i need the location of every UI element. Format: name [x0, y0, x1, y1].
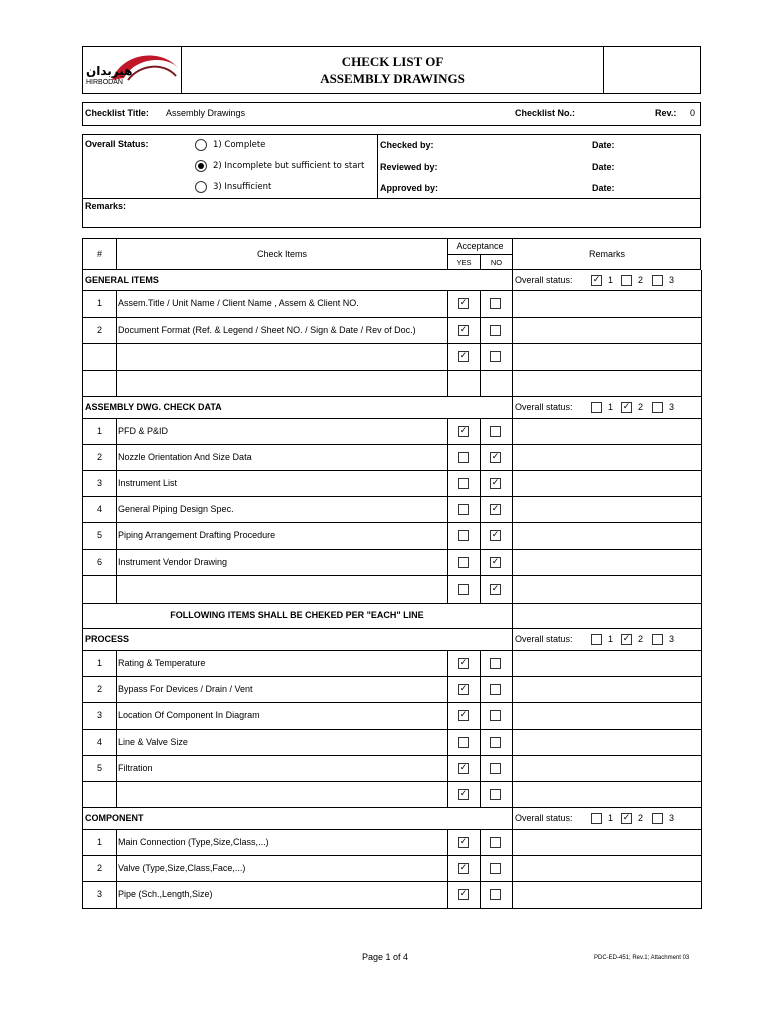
table-rule — [480, 575, 481, 603]
page-title — [182, 53, 603, 87]
table-rule — [512, 396, 513, 418]
section-status-checkbox-1[interactable]: ✓ — [592, 274, 601, 285]
row-no-checkbox[interactable] — [490, 863, 501, 874]
section-status-checkbox-3[interactable] — [652, 634, 663, 645]
row-remarks-cell[interactable] — [513, 445, 700, 469]
section-status-option-label: 3 — [669, 633, 675, 644]
row-yes-checkbox[interactable] — [458, 530, 469, 541]
row-check-item: Document Format (Ref. & Legend / Sheet NO. / Sign & Date / Rev of Doc.) — [118, 324, 416, 335]
row-no-checkbox[interactable] — [490, 426, 501, 437]
section-status-checkbox-1[interactable] — [591, 634, 602, 645]
table-rule — [447, 317, 448, 343]
document-reference: PDC-ED-451; Rev.1; Attachment 03 — [594, 955, 690, 961]
row-yes-checkbox[interactable] — [458, 478, 469, 489]
table-rule — [447, 470, 448, 496]
table-rule — [116, 496, 117, 522]
table-rule — [116, 755, 117, 781]
row-number: 1 — [96, 657, 102, 668]
row-check-item: Instrument Vendor Drawing — [118, 556, 228, 567]
table-rule — [447, 650, 448, 676]
row-yes-checkbox[interactable]: ✓ — [459, 298, 468, 308]
table-rule — [116, 444, 117, 470]
approved-date-label: Date: — [592, 183, 615, 193]
table-rule — [447, 290, 448, 317]
table-rule — [480, 549, 481, 575]
row-remarks-cell[interactable] — [513, 782, 700, 806]
logo-latin-text: HIRBODAN — [86, 79, 123, 86]
row-number: 3 — [96, 889, 102, 899]
row-no-checkbox[interactable] — [490, 737, 501, 748]
checked-by-label: Checked by: — [380, 140, 434, 150]
row-check-item: Line & Valve Size — [118, 736, 188, 747]
row-yes-checkbox[interactable]: ✓ — [459, 788, 468, 799]
row-yes-checkbox[interactable]: ✓ — [459, 324, 468, 335]
row-remarks-cell[interactable] — [513, 576, 700, 602]
row-yes-checkbox[interactable]: ✓ — [459, 836, 468, 847]
row-check-item: Pipe (Sch.,Length,Size) — [118, 889, 213, 899]
row-number: 4 — [96, 503, 102, 514]
table-rule — [480, 290, 481, 317]
overall-status-label: Overall Status: — [85, 139, 149, 149]
row-number: 2 — [96, 683, 102, 694]
table-rule — [447, 444, 448, 470]
table-rule — [447, 496, 448, 522]
table-rule — [480, 676, 481, 702]
checked-date-label: Date: — [592, 140, 615, 150]
section-status-checkbox-2[interactable]: ✓ — [622, 812, 631, 823]
page-number: Page 1 of 4 — [362, 952, 409, 962]
row-check-item: Assem.Title / Unit Name / Client Name , Assem & Client NO. — [118, 298, 359, 308]
table-rule — [480, 343, 481, 370]
section-title-general: GENERAL ITEMS — [85, 274, 159, 285]
table-rule — [447, 781, 448, 807]
table-rule — [116, 781, 117, 807]
row-no-checkbox[interactable]: ✓ — [491, 451, 500, 462]
row-remarks-cell[interactable] — [513, 550, 700, 574]
table-rule — [512, 270, 513, 290]
row-yes-checkbox[interactable] — [458, 557, 469, 568]
section-overall-status-label: Overall status: — [515, 274, 573, 285]
row-yes-checkbox[interactable]: ✓ — [459, 657, 468, 668]
table-rule — [116, 317, 117, 343]
row-remarks-cell[interactable] — [513, 882, 700, 907]
remarks-label: Remarks: — [85, 201, 127, 211]
table-rule — [480, 755, 481, 781]
section-status-option-label: 2 — [638, 274, 644, 285]
row-no-checkbox[interactable]: ✓ — [491, 503, 500, 514]
table-rule — [447, 702, 448, 729]
table-rule — [116, 418, 117, 444]
status-option-complete: 1) Complete — [213, 140, 266, 150]
table-rule — [480, 317, 481, 343]
table-rule — [480, 418, 481, 444]
row-remarks-cell[interactable] — [513, 471, 700, 495]
row-yes-checkbox[interactable]: ✓ — [459, 710, 468, 720]
row-remarks-cell[interactable] — [513, 756, 700, 780]
status-radio-complete[interactable] — [195, 139, 207, 151]
table-rule — [480, 855, 481, 881]
table-rule — [447, 522, 448, 549]
row-remarks-cell[interactable] — [513, 344, 700, 369]
row-no-checkbox[interactable] — [490, 889, 501, 900]
row-remarks-cell[interactable] — [513, 318, 700, 342]
checklist-title-label: Checklist Title: — [85, 108, 149, 118]
title-line-2: ASSEMBLY DRAWINGS — [320, 71, 465, 86]
row-check-item: Instrument List — [118, 477, 178, 488]
row-remarks-cell[interactable] — [513, 730, 700, 754]
row-check-item: Piping Arrangement Drafting Procedure — [118, 530, 276, 540]
status-option-incomplete: 2) Incomplete but sufficient to start — [213, 161, 365, 171]
col-header-no: NO — [490, 258, 503, 267]
table-rule — [116, 676, 117, 702]
row-remarks-cell[interactable] — [513, 523, 700, 548]
table-rule — [701, 270, 702, 908]
table-rule — [116, 855, 117, 881]
section-title-process: PROCESS — [85, 633, 130, 644]
company-logo — [84, 50, 180, 92]
row-check-item: Main Connection (Type,Size,Class,...) — [118, 836, 269, 847]
row-check-item: PFD & P&ID — [118, 425, 169, 436]
rev-label: Rev.: — [655, 108, 677, 118]
table-rule — [447, 549, 448, 575]
table-rule — [447, 343, 448, 370]
col-header-remarks: Remarks — [588, 249, 625, 259]
row-yes-checkbox[interactable] — [458, 737, 469, 748]
row-number: 4 — [96, 736, 102, 747]
table-rule — [512, 603, 513, 628]
row-number: 3 — [96, 477, 102, 488]
row-check-item: Location Of Component In Diagram — [118, 710, 260, 720]
row-remarks-cell[interactable] — [513, 419, 700, 443]
table-rule — [480, 444, 481, 470]
section-status-checkbox-1[interactable] — [591, 402, 602, 413]
row-number: 5 — [96, 762, 102, 773]
table-rule — [480, 650, 481, 676]
row-number: 2 — [96, 451, 102, 462]
table-rule — [82, 628, 702, 629]
row-no-checkbox[interactable] — [490, 298, 501, 309]
section-status-option-label: 1 — [608, 633, 614, 644]
section-status-option-label: 2 — [638, 401, 644, 412]
table-rule — [447, 755, 448, 781]
table-rule — [116, 881, 117, 908]
table-rule — [447, 370, 448, 396]
table-rule — [82, 603, 702, 604]
row-no-checkbox[interactable] — [490, 351, 501, 362]
table-rule — [480, 702, 481, 729]
logo-arabic-text: هيربدان — [86, 64, 133, 78]
table-rule — [512, 370, 513, 396]
table-rule — [82, 270, 83, 908]
row-number: 6 — [96, 556, 102, 567]
table-rule — [116, 343, 117, 370]
row-yes-checkbox[interactable] — [458, 584, 469, 595]
table-rule — [480, 522, 481, 549]
row-check-item: Bypass For Devices / Drain / Vent — [118, 683, 253, 694]
table-rule — [480, 370, 481, 396]
table-rule — [447, 729, 448, 755]
title-line-1: CHECK LIST OF — [341, 54, 444, 69]
table-rule — [447, 418, 448, 444]
row-remarks-cell[interactable] — [513, 291, 700, 316]
table-rule — [116, 729, 117, 755]
table-rule — [512, 628, 513, 650]
row-no-checkbox[interactable] — [490, 684, 501, 695]
table-rule — [82, 908, 702, 909]
section-overall-status-label: Overall status: — [515, 633, 573, 644]
section-status-option-label: 1 — [608, 274, 614, 285]
row-remarks-cell[interactable] — [513, 703, 700, 728]
table-rule — [480, 729, 481, 755]
row-remarks-cell[interactable] — [513, 651, 700, 675]
table-rule — [116, 470, 117, 496]
section-status-option-label: 2 — [638, 633, 644, 644]
row-check-item: Nozzle Orientation And Size Data — [118, 451, 252, 462]
approved-by-label: Approved by: — [380, 183, 439, 193]
table-rule — [82, 370, 702, 371]
col-header-acceptance: Acceptance — [456, 241, 504, 251]
table-rule — [116, 829, 117, 855]
row-yes-checkbox[interactable]: ✓ — [459, 351, 468, 361]
row-no-checkbox[interactable] — [490, 658, 501, 669]
table-rule — [116, 650, 117, 676]
row-yes-checkbox[interactable]: ✓ — [459, 683, 468, 694]
section-status-checkbox-1[interactable] — [591, 813, 602, 824]
row-no-checkbox[interactable] — [490, 325, 501, 336]
row-check-item: General Piping Design Spec. — [118, 503, 234, 514]
section-status-checkbox-3[interactable] — [652, 275, 663, 286]
row-remarks-cell[interactable] — [513, 830, 700, 854]
table-rule — [480, 470, 481, 496]
status-radio-insufficient[interactable] — [195, 181, 207, 193]
row-no-checkbox[interactable] — [490, 763, 501, 774]
col-header-num: # — [96, 249, 102, 259]
section-status-option-label: 1 — [608, 812, 614, 823]
reviewed-by-label: Reviewed by: — [380, 162, 438, 172]
section-status-option-label: 3 — [669, 401, 675, 412]
row-check-item: Rating & Temperature — [118, 657, 206, 668]
row-number: 5 — [96, 530, 102, 540]
section-status-checkbox-2[interactable]: ✓ — [622, 633, 631, 644]
table-rule — [82, 807, 702, 808]
table-rule — [512, 807, 513, 829]
section-status-checkbox-2[interactable] — [621, 275, 632, 286]
row-no-checkbox[interactable]: ✓ — [491, 583, 500, 594]
table-rule — [480, 496, 481, 522]
table-rule — [116, 549, 117, 575]
col-header-yes: YES — [456, 258, 472, 267]
row-number: 1 — [96, 836, 102, 847]
table-rule — [480, 881, 481, 908]
col-header-items: Check Items — [256, 249, 307, 259]
row-remarks-cell[interactable] — [513, 677, 700, 701]
section-status-checkbox-3[interactable] — [652, 813, 663, 824]
row-check-item: Valve (Type,Size,Class,Face,...) — [118, 862, 246, 873]
section-status-option-label: 3 — [669, 812, 675, 823]
row-yes-checkbox[interactable] — [458, 504, 469, 515]
table-rule — [480, 781, 481, 807]
row-no-checkbox[interactable] — [490, 710, 501, 721]
checklist-no-label: Checklist No.: — [515, 108, 576, 118]
table-rule — [116, 575, 117, 603]
row-yes-checkbox[interactable]: ✓ — [459, 862, 468, 873]
row-number: 3 — [96, 710, 102, 720]
row-number: 2 — [96, 324, 102, 335]
rev-value: 0 — [690, 108, 696, 118]
section-status-option-label: 2 — [638, 812, 644, 823]
row-no-checkbox[interactable] — [490, 837, 501, 848]
row-yes-checkbox[interactable]: ✓ — [459, 762, 468, 773]
row-no-checkbox[interactable]: ✓ — [491, 556, 500, 567]
row-number: 1 — [96, 298, 102, 308]
status-radio-incomplete[interactable] — [195, 160, 207, 172]
table-rule — [116, 702, 117, 729]
section-status-checkbox-2[interactable]: ✓ — [622, 401, 631, 412]
table-rule — [447, 676, 448, 702]
row-number: 1 — [96, 425, 102, 436]
row-no-checkbox[interactable]: ✓ — [491, 530, 500, 540]
section-title-assembly: ASSEMBLY DWG. CHECK DATA — [85, 401, 222, 412]
each-line-note: FOLLOWING ITEMS SHALL BE CHEKED PER "EACH" LINE — [170, 610, 424, 620]
table-rule — [447, 855, 448, 881]
table-rule — [116, 370, 117, 396]
section-status-checkbox-3[interactable] — [652, 402, 663, 413]
row-yes-checkbox[interactable]: ✓ — [459, 425, 468, 436]
row-check-item: Filtration — [118, 762, 153, 773]
checklist-title-value: Assembly Drawings — [166, 108, 246, 118]
table-rule — [116, 522, 117, 549]
row-yes-checkbox[interactable] — [458, 452, 469, 463]
row-yes-checkbox[interactable]: ✓ — [459, 889, 468, 899]
row-number: 2 — [96, 862, 102, 873]
row-no-checkbox[interactable] — [490, 789, 501, 800]
row-no-checkbox[interactable]: ✓ — [491, 477, 500, 488]
table-rule — [82, 396, 702, 397]
row-remarks-cell[interactable] — [513, 497, 700, 521]
reviewed-date-label: Date: — [592, 162, 615, 172]
table-rule — [480, 829, 481, 855]
table-rule — [447, 881, 448, 908]
section-overall-status-label: Overall status: — [515, 401, 573, 412]
table-rule — [447, 829, 448, 855]
table-rule — [447, 575, 448, 603]
row-remarks-cell[interactable] — [513, 856, 700, 880]
section-status-option-label: 3 — [669, 274, 675, 285]
section-status-option-label: 1 — [608, 401, 614, 412]
section-overall-status-label: Overall status: — [515, 812, 573, 823]
section-title-component: COMPONENT — [85, 812, 144, 823]
table-rule — [116, 290, 117, 317]
status-option-insufficient: 3) Insufficient — [213, 182, 272, 192]
